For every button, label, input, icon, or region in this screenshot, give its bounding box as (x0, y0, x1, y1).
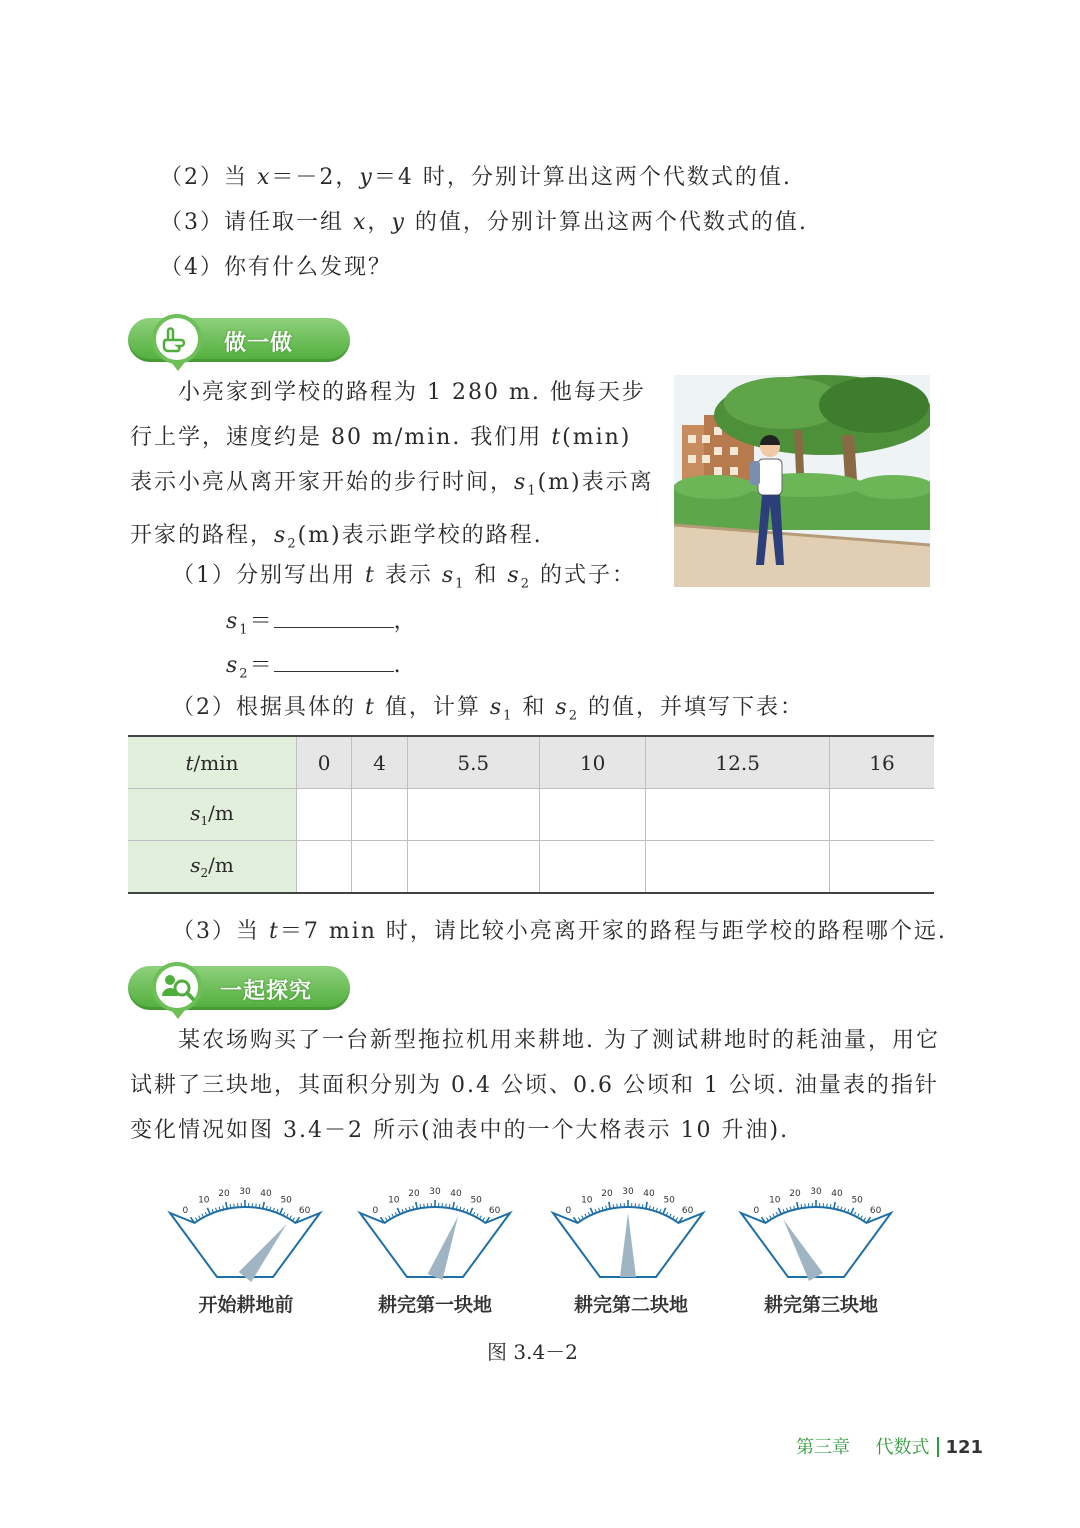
gauge-tick (766, 1218, 768, 1221)
question-3 (160, 205, 808, 236)
gauge-tick (226, 1202, 227, 1209)
gauge-tick (590, 1208, 593, 1214)
gauge-tick (470, 1208, 473, 1214)
gauge-tick (663, 1208, 666, 1214)
gauge-tick-label: 20 (601, 1189, 613, 1200)
gauge-tick-label: 40 (260, 1189, 272, 1200)
gauge-label-2: 耕完第一块地 (377, 1294, 492, 1316)
table-cell-t: 4 (352, 736, 407, 789)
gauge-tick-label: 10 (198, 1195, 210, 1206)
fuel-gauges-figure (140, 1165, 940, 1290)
boy-walking-illustration (674, 375, 930, 587)
gauge-tick-label: 50 (280, 1195, 292, 1206)
answer-blank-s2: $s_2=$ . (226, 653, 403, 682)
gauge-tick-label: 10 (581, 1195, 593, 1206)
pointing-hand-icon (152, 314, 202, 364)
gauge-tick (851, 1208, 854, 1214)
gauge-tick-label: 10 (388, 1195, 400, 1206)
question-2 (160, 160, 792, 191)
page-footer (796, 1433, 983, 1459)
table-header-s2: $s_2/m$ (128, 841, 297, 894)
var-x: x (257, 165, 272, 190)
var-y: y (359, 165, 374, 190)
gauge-tick-label: 40 (831, 1189, 843, 1200)
table-cell-empty[interactable] (539, 841, 646, 894)
gauge-tick-label: 40 (643, 1189, 655, 1200)
walking-problem-paragraph: 小亮家到学校的路程为 1 280 m. 他每天步行上学，速度约是 80 m/min. 我们用 t(min)表示小亮从离开家开始的步行时间，$s_1(m)$表示离开家的路程，$s_2(m)$表示距学校的路程. (130, 380, 654, 552)
gauge-tick (801, 1204, 802, 1208)
gauge-tick-label: 20 (789, 1189, 801, 1200)
table-cell-empty[interactable] (407, 841, 539, 894)
tractor-problem-paragraph: 某农场购买了一台新型拖拉机用来耕地. 为了测试耕地时的耗油量，用它试耕了三块地，其面积分别为 0.4 公顷、0.6 公顷和 1 公顷. 油量表的指针变化情况如图 3.4－2 所示(油表中的一个大格表示 10 升油). (130, 1028, 940, 1143)
gauge-tick (453, 1202, 454, 1209)
table-row-s2 (128, 841, 934, 894)
banner-title: 做一做 (224, 331, 294, 356)
table-cell-empty[interactable] (829, 789, 934, 841)
table-cell-t: 12.5 (646, 736, 829, 789)
magnifier-people-icon (152, 962, 202, 1012)
gauge-tick-label: 30 (429, 1187, 441, 1197)
gauge-tick-label: 60 (488, 1205, 501, 1216)
table-header-t: t/min (128, 736, 297, 789)
table-cell-t: 10 (539, 736, 646, 789)
section-banner-do-it (128, 318, 350, 362)
table-row-s1 (128, 789, 934, 841)
gauge-tick-label: 20 (408, 1189, 420, 1200)
gauge-tick-label: 20 (218, 1189, 230, 1200)
gauge-tick-label: 60 (298, 1205, 311, 1216)
gauge-tick (195, 1218, 197, 1221)
table-cell-empty[interactable] (539, 789, 646, 841)
var-y: y (391, 210, 406, 235)
table-header-s1: $s_1/m$ (128, 789, 297, 841)
gauge-tick-label: 60 (869, 1205, 882, 1216)
table-cell-empty[interactable] (297, 841, 352, 894)
q2-text-b: ＝－2， (271, 165, 360, 190)
gauge-tick (207, 1208, 210, 1214)
gauge-tick-label: 0 (372, 1205, 379, 1216)
table-cell-empty[interactable] (352, 841, 407, 894)
q2-text-c: ＝4 时，分别计算出这两个代数式的值. (373, 165, 792, 190)
sub-question-1: （1）分别写出用 t 表示 $s_1$ 和 $s_2$ 的式子： (172, 563, 636, 592)
table-row-t (128, 736, 934, 789)
blank-line[interactable] (274, 607, 394, 628)
gauge-tick (230, 1204, 231, 1208)
gauge-tick (834, 1202, 835, 1209)
gauge-tick-label: 0 (565, 1205, 572, 1216)
q2-text-a: （2）当 (160, 165, 257, 190)
gauge-tick-label: 50 (470, 1195, 482, 1206)
values-table (128, 735, 934, 894)
table-cell-empty[interactable] (829, 841, 934, 894)
gauge-tick (646, 1202, 647, 1209)
gauge-label-3: 耕完第二块地 (573, 1294, 688, 1316)
sub-question-3: （3）当 t＝7 min 时，请比较小亮离开家的路程与距学校的路程哪个远. (172, 919, 947, 944)
footer-divider (937, 1437, 939, 1457)
banner-title: 一起探究 (220, 979, 313, 1004)
gauge-tick (609, 1202, 610, 1209)
gauge-tick (797, 1202, 798, 1209)
gauge-tick (420, 1204, 421, 1208)
gauge-tick (263, 1202, 264, 1209)
gauge-tick-label: 30 (239, 1187, 251, 1197)
footer-topic: 代数式 (875, 1437, 930, 1458)
section-banner-explore (128, 966, 350, 1010)
table-cell-t: 0 (297, 736, 352, 789)
gauge-tick-label: 60 (681, 1205, 694, 1216)
gauge-tick-label: 0 (753, 1205, 760, 1216)
q3-text-c: 的值，分别计算出这两个代数式的值. (405, 210, 808, 235)
table-cell-empty[interactable] (297, 789, 352, 841)
gauge-tick (778, 1208, 781, 1214)
answer-blank-s1: $s_1=$ ， (226, 609, 418, 638)
gauge-tick (259, 1204, 260, 1208)
gauge-tick (449, 1204, 450, 1208)
gauge-tick (613, 1204, 614, 1208)
table-cell-empty[interactable] (646, 841, 829, 894)
gauge-label-4: 耕完第三块地 (763, 1294, 878, 1316)
gauge-tick-label: 50 (851, 1195, 863, 1206)
figure-caption: 图 3.4－2 (487, 1340, 578, 1364)
gauge-tick (578, 1218, 580, 1221)
q3-text-b: ， (367, 210, 392, 235)
gauge-tick (397, 1208, 400, 1214)
blank-line[interactable] (274, 651, 394, 672)
gauge-tick (385, 1218, 387, 1221)
gauge-tick (642, 1204, 643, 1208)
gauge-tick (292, 1218, 294, 1221)
gauge-tick (280, 1208, 283, 1214)
gauge-tick (830, 1204, 831, 1208)
gauge-tick-label: 50 (663, 1195, 675, 1206)
gauge-tick-label: 0 (182, 1205, 189, 1216)
gauge-tick (675, 1218, 677, 1221)
var-x: x (353, 210, 368, 235)
gauge-label-1: 开始耕地前 (198, 1294, 294, 1316)
q3-text-a: （3）请任取一组 (160, 210, 353, 235)
table-cell-t: 16 (829, 736, 934, 789)
table-cell-t: 5.5 (407, 736, 539, 789)
gauge-tick (416, 1202, 417, 1209)
table-cell-empty[interactable] (352, 789, 407, 841)
table-cell-empty[interactable] (407, 789, 539, 841)
sub-question-2: （2）根据具体的 t 值，计算 $s_1$ 和 $s_2$ 的值，并填写下表： (172, 695, 804, 724)
gauge-tick (482, 1218, 484, 1221)
gauge-tick-label: 10 (769, 1195, 781, 1206)
table-cell-empty[interactable] (646, 789, 829, 841)
question-4: （4）你有什么发现？ (160, 255, 392, 280)
gauge-tick-label: 30 (622, 1187, 634, 1197)
footer-chapter: 第三章 (796, 1437, 850, 1458)
gauge-tick-label: 40 (450, 1189, 462, 1200)
gauge-tick-label: 30 (810, 1187, 822, 1197)
gauge-tick (863, 1218, 865, 1221)
page-number: 121 (945, 1437, 984, 1458)
